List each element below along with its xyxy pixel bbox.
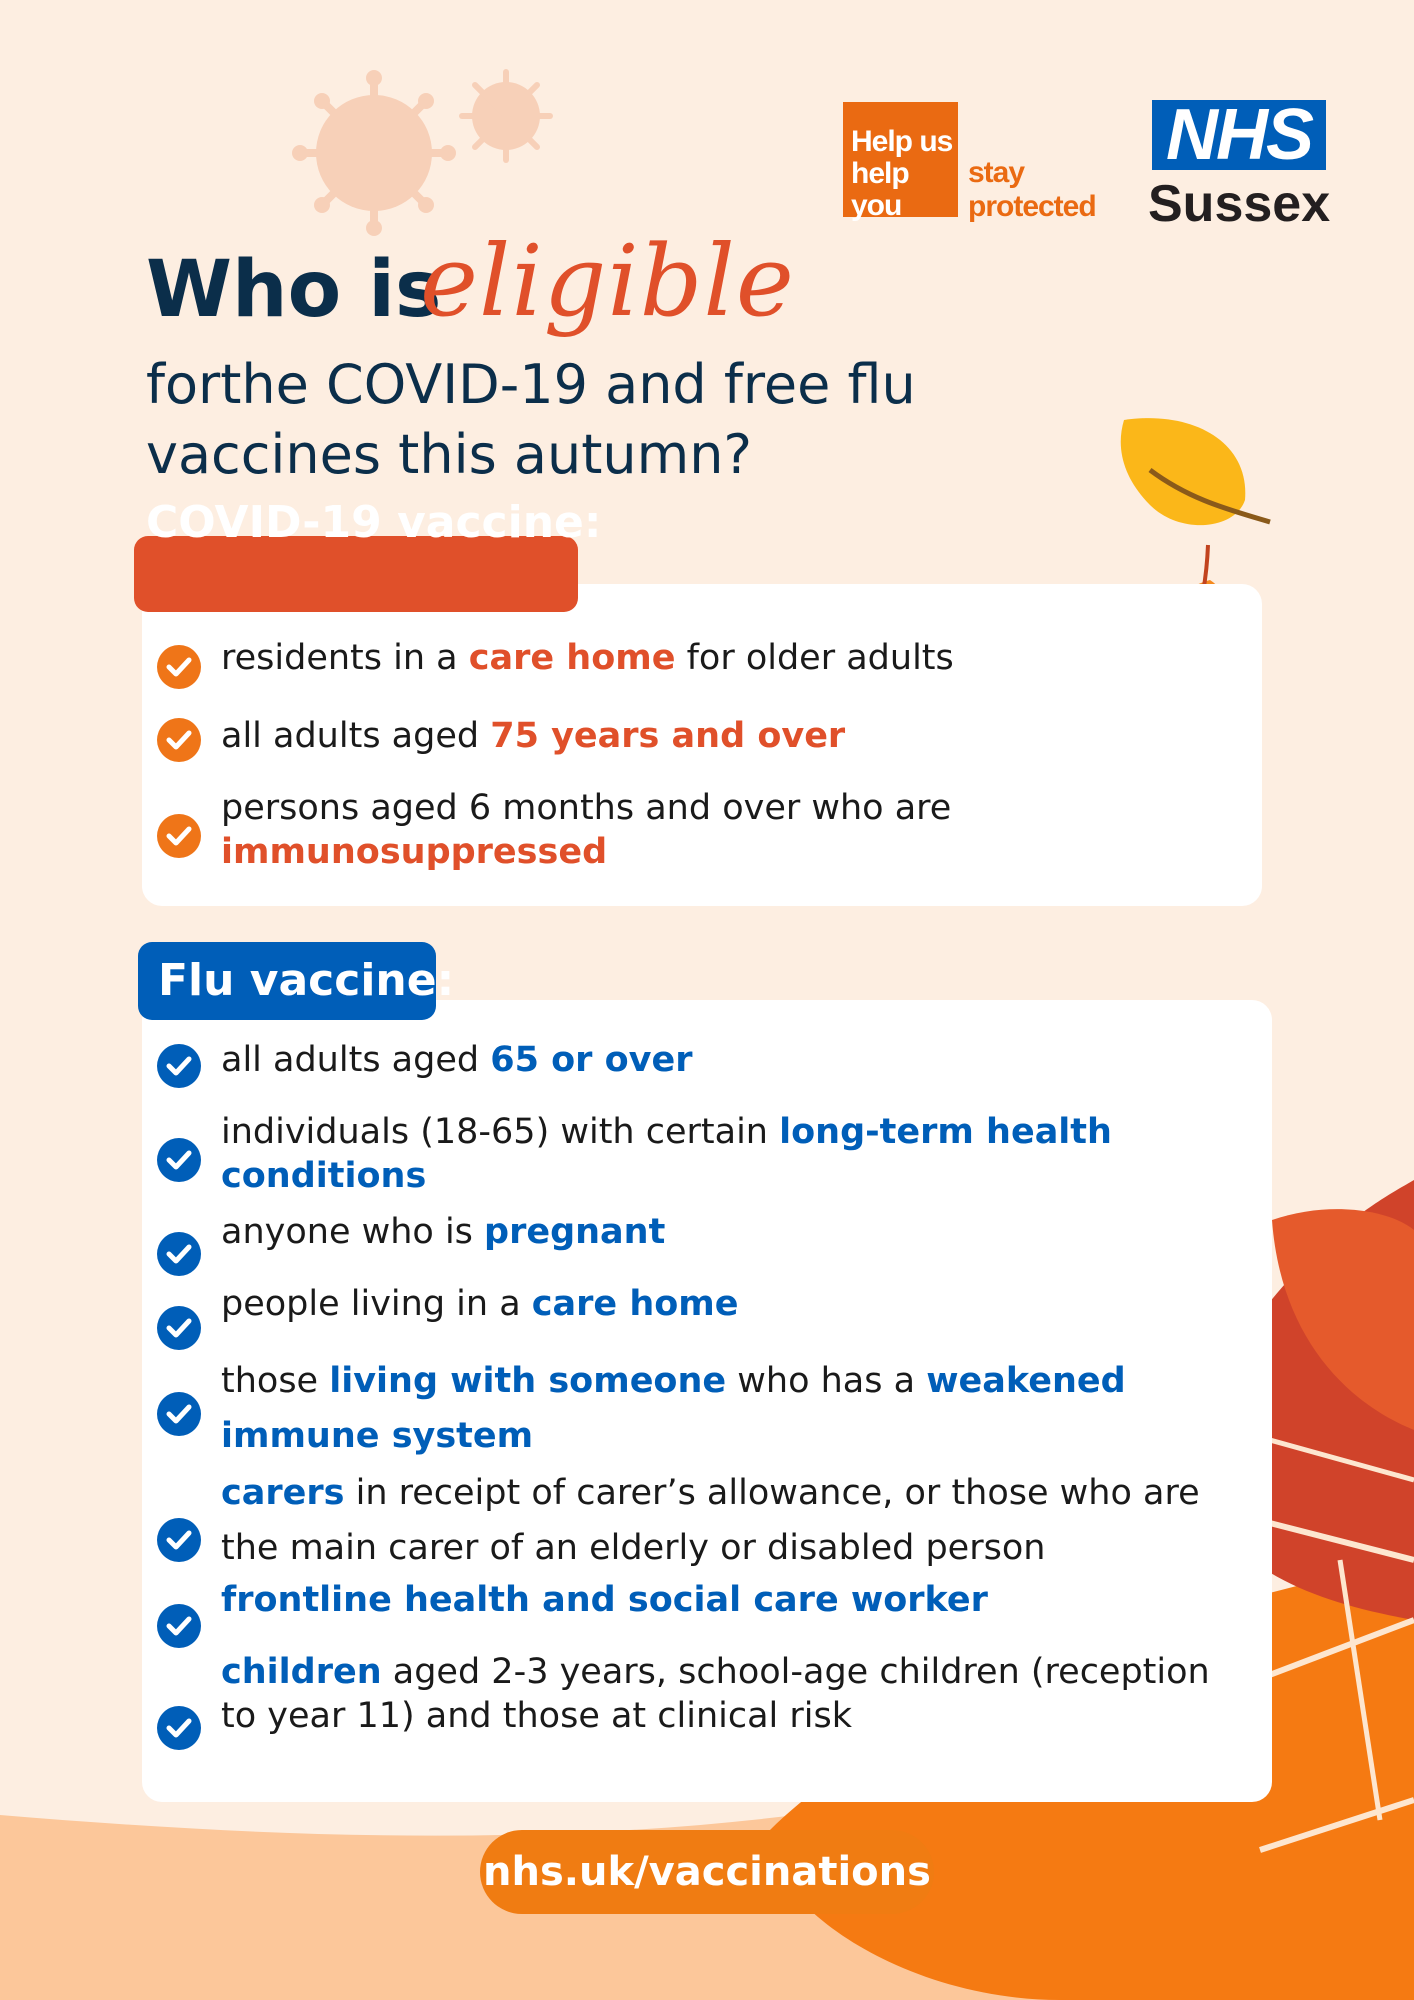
- item-text: in receipt of carer’s allowance, or those who are: [344, 1473, 1200, 1513]
- protected-text: protected: [968, 190, 1096, 223]
- nhs-logo: NHS: [1152, 100, 1326, 170]
- check-icon: [157, 718, 201, 762]
- check-icon: [157, 1232, 201, 1276]
- nhs-region-label: Sussex: [1148, 175, 1331, 233]
- stay-text: stay: [968, 156, 1025, 189]
- item-text: all adults aged: [221, 716, 491, 756]
- item-text: people living in a: [221, 1284, 532, 1324]
- covid-item-care-home: [221, 636, 1221, 680]
- virus-icon: [292, 70, 456, 236]
- headline-subtitle: [146, 350, 1046, 490]
- covid-section-title: COVID-19 vaccine:: [146, 497, 602, 548]
- help-us-help-you-logo: [843, 102, 958, 222]
- check-icon: [157, 1392, 201, 1436]
- item-text: who has a: [726, 1361, 927, 1401]
- item-text: all adults aged: [221, 1040, 491, 1080]
- flu-item-weakened-immune: [221, 1354, 1221, 1464]
- check-icon: [157, 1706, 201, 1750]
- item-text: aged 2-3 years, school-age children (reception: [381, 1652, 1210, 1692]
- item-emphasis: frontline health and social care worker: [221, 1580, 988, 1620]
- vaccinations-link[interactable]: nhs.uk/vaccinations: [480, 1830, 934, 1914]
- virus-icon: [462, 72, 550, 160]
- item-emphasis: carers: [221, 1473, 345, 1513]
- check-icon: [157, 645, 201, 689]
- item-emphasis: conditions: [221, 1156, 427, 1196]
- check-icon: [157, 1518, 201, 1562]
- item-emphasis: weakened: [926, 1361, 1126, 1401]
- item-text: persons aged 6 months and over who are: [221, 788, 952, 828]
- item-emphasis: immune system: [221, 1416, 534, 1456]
- item-text: those: [221, 1361, 330, 1401]
- item-text: to year 11) and those at clinical risk: [221, 1696, 853, 1736]
- item-text: anyone who is: [221, 1212, 485, 1252]
- item-text: individuals (18-65) with certain: [221, 1112, 780, 1152]
- flu-item-children: [221, 1650, 1221, 1738]
- headline-highlight: eligible: [420, 225, 795, 339]
- logo-text-line1: Help us: [851, 125, 953, 158]
- headline-lead: Who is: [146, 245, 442, 335]
- item-text: the main carer of an elderly or disabled person: [221, 1528, 1046, 1568]
- item-text: residents in a: [221, 638, 469, 678]
- flu-item-care-home: [221, 1282, 1221, 1326]
- flu-item-65-plus: [221, 1038, 1221, 1082]
- item-text: for older adults: [675, 638, 954, 678]
- check-icon: [157, 1306, 201, 1350]
- covid-item-75-plus: [221, 714, 1221, 758]
- check-icon: [157, 1138, 201, 1182]
- item-emphasis: 75 years and over: [490, 716, 846, 756]
- check-icon: [157, 814, 201, 858]
- logo-text-line2: help you: [851, 157, 909, 222]
- item-emphasis: 65 or over: [490, 1040, 693, 1080]
- flu-item-carers: [221, 1466, 1221, 1576]
- item-emphasis: pregnant: [484, 1212, 666, 1252]
- item-emphasis: care home: [531, 1284, 739, 1324]
- subtitle-line2: vaccines this autumn?: [146, 423, 753, 486]
- item-emphasis: immunosuppressed: [221, 832, 608, 872]
- item-emphasis: living with someone: [329, 1361, 727, 1401]
- flu-item-pregnant: [221, 1210, 1221, 1254]
- check-icon: [157, 1044, 201, 1088]
- flu-item-long-term-conditions: [221, 1110, 1221, 1198]
- flu-section-title: Flu vaccine:: [138, 942, 436, 1020]
- item-emphasis: children: [221, 1652, 382, 1692]
- flu-item-frontline-worker: [221, 1578, 1221, 1622]
- item-emphasis: long-term health: [779, 1112, 1112, 1152]
- stay-protected-text: [968, 156, 1096, 224]
- covid-item-immunosuppressed: [221, 786, 1221, 874]
- check-icon: [157, 1604, 201, 1648]
- yellow-leaf-icon: [1121, 418, 1270, 525]
- subtitle-line1: forthe COVID-19 and free flu: [146, 353, 916, 416]
- item-emphasis: care home: [468, 638, 676, 678]
